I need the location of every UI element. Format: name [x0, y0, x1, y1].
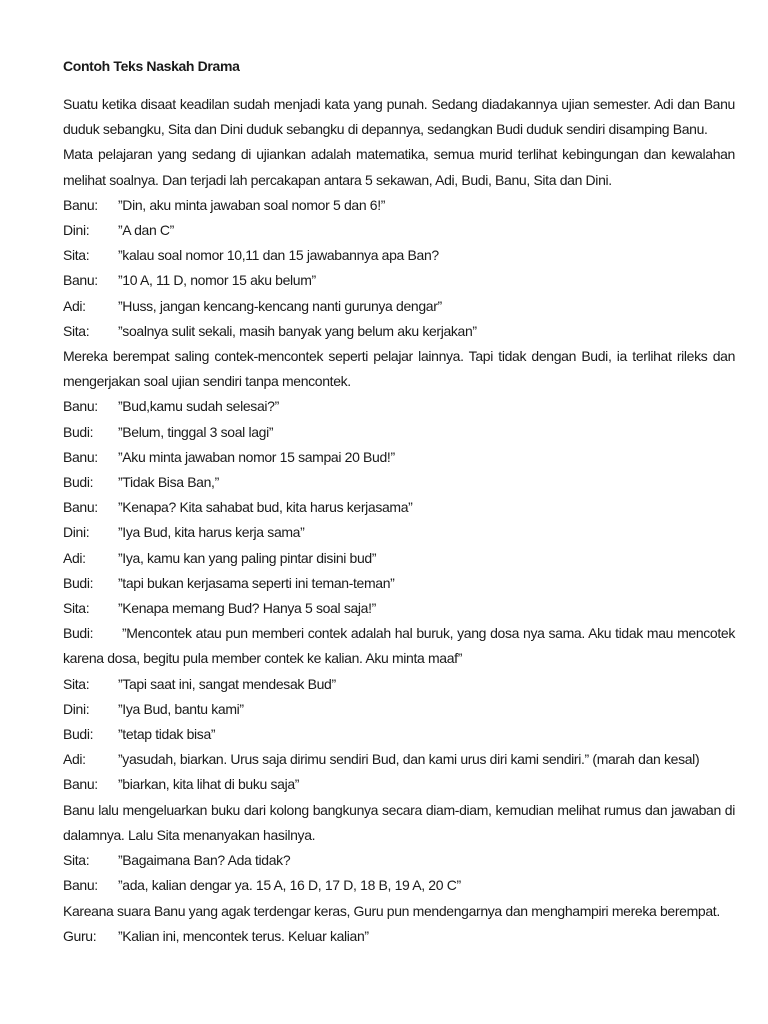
dialogue-line — [63, 420, 735, 445]
speaker-name: Adi: — [63, 297, 86, 314]
speaker-name: Budi: — [63, 474, 94, 491]
dialogue-line — [63, 672, 735, 697]
dialogue-line — [63, 470, 735, 495]
speaker-name: Guru: — [63, 927, 97, 944]
dialogue-text: ”tapi bukan kerjasama seperti ini teman-teman” — [118, 574, 395, 591]
narration-text: Mereka berempat saling contek-mencontek seperti pelajar lainnya. Tapi tidak dengan Budi, ia terlihat rileks dan mengerjakan soal ujian sendiri tanpa mencontek. — [63, 348, 735, 390]
speaker-name: Banu: — [63, 776, 98, 793]
dialogue-text: ”Tidak Bisa Ban,” — [118, 474, 219, 491]
dialogue-line — [63, 193, 735, 218]
dialogue-text: ”Bud,kamu sudah selesai?” — [118, 398, 279, 415]
speaker-name: Sita: — [63, 247, 90, 264]
dialogue-text: ”Kenapa? Kita sahabat bud, kita harus kerjasama” — [118, 499, 413, 516]
dialogue-text: ”Mencontek atau pun memberi contek adalah hal buruk, yang dosa nya sama. Aku tidak mau mencotek karena dosa, begitu pula member contek ke kalian. Aku minta maaf” — [63, 625, 735, 667]
speaker-name: Adi: — [63, 549, 86, 566]
document-page — [63, 54, 735, 949]
narration-text: Suatu ketika disaat keadilan sudah menjadi kata yang punah. Sedang diadakannya ujian semester. Adi dan Banu duduk sebangku, Sita dan Dini duduk sebangku di depannya, sedangkan Budi duduk sendiri disamping Banu. — [63, 96, 735, 138]
dialogue-text: ”10 A, 11 D, nomor 15 aku belum” — [118, 272, 316, 289]
dialogue-text: ”Aku minta jawaban nomor 15 sampai 20 Bud!” — [118, 448, 395, 465]
dialogue-line — [63, 546, 735, 571]
speaker-name: Budi: — [63, 726, 94, 743]
dialogue-text: ”biarkan, kita lihat di buku saja” — [118, 776, 300, 793]
dialogue-text: ”Kenapa memang Bud? Hanya 5 soal saja!” — [118, 600, 376, 617]
dialogue-text: ”Bagaimana Ban? Ada tidak? — [118, 852, 291, 869]
dialogue-line — [63, 697, 735, 722]
narration-paragraph — [63, 344, 735, 394]
speaker-name: Dini: — [63, 700, 90, 717]
speaker-name: Banu: — [63, 196, 98, 213]
speaker-name: Sita: — [63, 600, 90, 617]
dialogue-text: ”Belum, tinggal 3 soal lagi” — [118, 423, 274, 440]
speaker-name: Budi: — [63, 423, 94, 440]
dialogue-line — [63, 268, 735, 293]
dialogue-line — [63, 848, 735, 873]
dialogue-text: ”yasudah, biarkan. Urus saja dirimu sendiri Bud, dan kami urus diri kami sendiri.” (marah dan kesal) — [118, 751, 700, 768]
dialogue-line — [63, 520, 735, 545]
narration-paragraph — [63, 142, 735, 192]
dialogue-text: ”Iya, kamu kan yang paling pintar disini bud” — [118, 549, 377, 566]
dialogue-line — [63, 394, 735, 419]
narration-paragraph — [63, 798, 735, 848]
dialogue-line — [63, 873, 735, 898]
speaker-name: Budi: — [63, 625, 94, 642]
speaker-name: Banu: — [63, 499, 98, 516]
dialogue-line — [63, 243, 735, 268]
dialogue-text: ”Tapi saat ini, sangat mendesak Bud” — [118, 675, 336, 692]
dialogue-line — [63, 722, 735, 747]
dialogue-line — [63, 218, 735, 243]
document-title: Contoh Teks Naskah Drama — [63, 58, 240, 74]
dialogue-line — [63, 445, 735, 470]
speaker-name: Sita: — [63, 675, 90, 692]
narration-paragraph — [63, 92, 735, 142]
dialogue-text: ”ada, kalian dengar ya. 15 A, 16 D, 17 D, 18 B, 19 A, 20 C” — [118, 877, 461, 894]
speaker-name: Budi: — [63, 574, 94, 591]
dialogue-text: ”Din, aku minta jawaban soal nomor 5 dan 6!” — [118, 196, 386, 213]
speaker-name: Banu: — [63, 877, 98, 894]
speaker-name: Banu: — [63, 272, 98, 289]
dialogue-text: ”Kalian ini, mencontek terus. Keluar kalian” — [118, 927, 369, 944]
speaker-name: Banu: — [63, 398, 98, 415]
dialogue-line — [63, 319, 735, 344]
dialogue-line — [63, 294, 735, 319]
dialogue-text: ”soalnya sulit sekali, masih banyak yang belum aku kerjakan” — [118, 322, 477, 339]
speaker-name: Sita: — [63, 852, 90, 869]
dialogue-line — [63, 571, 735, 596]
dialogue-line — [63, 747, 735, 772]
dialogue-line — [63, 772, 735, 797]
dialogue-line — [63, 924, 735, 949]
dialogue-text: ”Iya Bud, bantu kami” — [118, 700, 244, 717]
dialogue-line — [63, 495, 735, 520]
speaker-name: Adi: — [63, 751, 86, 768]
speaker-name: Dini: — [63, 222, 90, 239]
dialogue-text: ”A dan C” — [118, 222, 174, 239]
speaker-name: Sita: — [63, 322, 90, 339]
narration-text: Kareana suara Banu yang agak terdengar keras, Guru pun mendengarnya dan menghampiri mereka berempat. — [63, 902, 720, 919]
dialogue-text: ”Huss, jangan kencang-kencang nanti gurunya dengar” — [118, 297, 442, 314]
document-body — [63, 92, 735, 949]
narration-text: Mata pelajaran yang sedang di ujiankan adalah matematika, semua murid terlihat kebingungan dan kewalahan melihat soalnya. Dan terjadi lah percakapan antara 5 sekawan, Adi, Budi, Banu, Sita dan Dini. — [63, 146, 735, 188]
dialogue-line — [63, 596, 735, 621]
narration-paragraph — [63, 899, 735, 924]
dialogue-text: ”kalau soal nomor 10,11 dan 15 jawabannya apa Ban? — [118, 247, 439, 264]
dialogue-line — [63, 621, 735, 671]
dialogue-text: ”Iya Bud, kita harus kerja sama” — [118, 524, 305, 541]
narration-text: Banu lalu mengeluarkan buku dari kolong bangkunya secara diam-diam, kemudian melihat rumus dan jawaban di dalamnya. Lalu Sita menanyakan hasilnya. — [63, 801, 735, 843]
speaker-name: Banu: — [63, 448, 98, 465]
dialogue-text: ”tetap tidak bisa” — [118, 726, 216, 743]
speaker-name: Dini: — [63, 524, 90, 541]
